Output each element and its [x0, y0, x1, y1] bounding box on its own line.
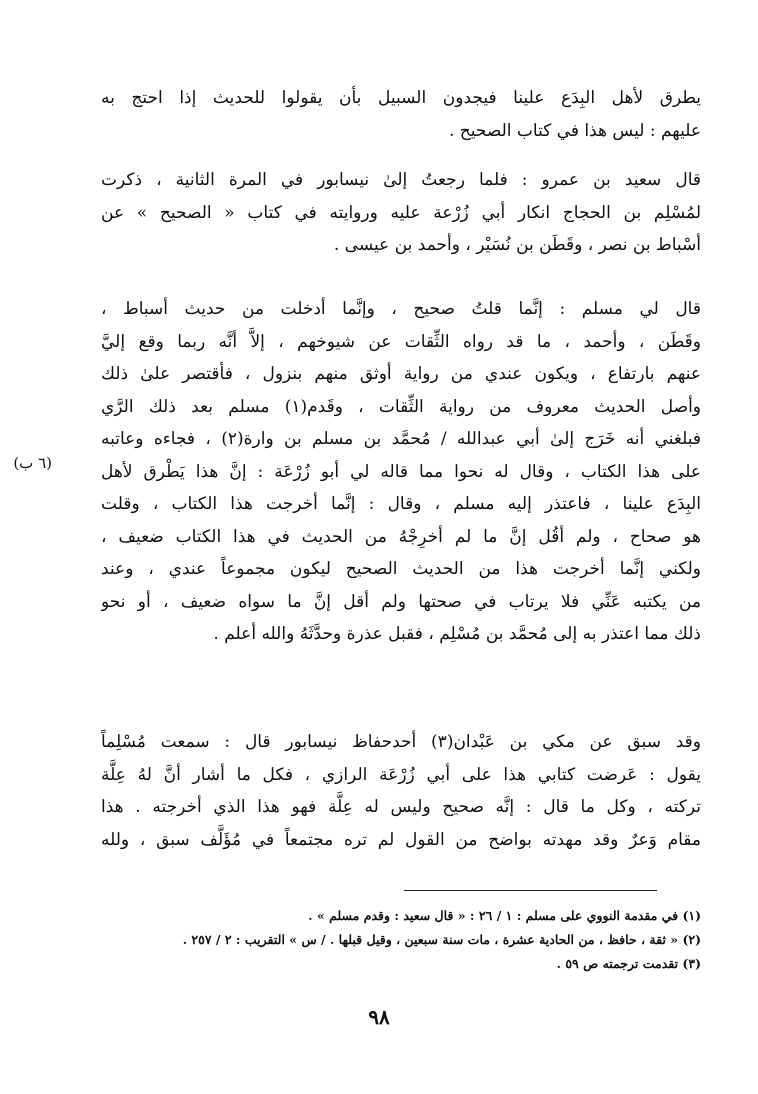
- folio-marginal-note: (٦ ب): [13, 454, 52, 472]
- text-line: على هذا الكتاب ، وقال له نحوا مما قاله لي أبو زُرْعَة : إنَّ هذا يَطْرق لأهل: [101, 461, 701, 482]
- text-line: عنهم بارتفاع ، ويكون عندي من رواية أوثق منهم بنزول ، فأقتصر علىٰ ذلك: [101, 364, 701, 384]
- footnote: (١) في مقدمة النووي على مسلم : ١ / ٢٦ : « قال سعيد : وقدم مسلم » .: [308, 908, 701, 923]
- text-line: فبلغني أنه خَرَج إلىٰ أبي عبدالله / مُحمَّد بن مسلم بن وارة(٢) ، فجاءه وعاتبه: [101, 429, 701, 449]
- text-line: وقد سبق عن مكي بن عَبْدان(٣) أحدحفاظ نيسابور قال : سمعت مُسْلِماً: [101, 732, 701, 752]
- text-line: تركته ، وكل ما قال : إنَّه صحيح وليس له عِلَّة فهو هذا الذي أخرجته . هذا: [101, 797, 701, 817]
- text-line: مقام وَعرٌ وقد مهدته بواضح من القول لم تره مجتمعاً في مُؤَلَّف سبق ، ولله: [101, 829, 701, 850]
- text-line: وقَطَن ، وأحمد ، ما قد رواه الثِّقات عن شيوخهم ، إلاَّ أنَّه ربما وقع إليَّ: [101, 331, 701, 352]
- paragraph-3: [101, 293, 701, 651]
- paragraph-1: [101, 82, 701, 147]
- text-line: عليهم : ليس هذا في كتاب الصحيح .: [448, 120, 701, 141]
- text-line: لمُسْلِم بن الحجاج انكار أبي زُرْعة عليه وروايته في كتاب « الصحيح » عن: [101, 202, 701, 223]
- footnote-separator: [404, 890, 657, 891]
- text-line: يقول : عَرضت كتابي هذا على أبي زُرْعَة الرازي ، فكل ما أشار أنَّ لهُ عِلَّة: [101, 764, 701, 785]
- text-line: ذلك مما اعتذر به إلى مُحمَّد بن مُسْلِم ، فقبل عذرة وحدَّثَهُ والله أعلم .: [213, 624, 701, 644]
- text-line: البِدَع علينا ، فاعتذر إليه مسلم ، وقال : إنَّما أخرجت هذا الكتاب ، وقلت: [101, 494, 701, 514]
- text-line: من يكتبه عَنِّي فلا يرتاب في صحتها ولم أقل إنَّ ما سواه ضعيف ، أو نحو: [101, 591, 701, 612]
- text-line: قال سعيد بن عمرو : فلما رجعتُ إلىٰ نيسابور في المرة الثانية ، ذكرت: [101, 170, 701, 190]
- page-number: ٩٨: [368, 1005, 390, 1029]
- footnote: (٢) « ثقة ، حافظ ، من الحادية عشرة ، مات سنة سبعين ، وقيل قبلها . / س » التقريب : ٢ / ٢٥٧ .: [182, 932, 701, 947]
- text-line: يطرق لأهل البِدَع علينا فيجدون السبيل بأن يقولوا للحديث إذا احتج به: [101, 88, 701, 108]
- paragraph-2: [101, 164, 701, 262]
- text-line: أسْباط بن نصر ، وقَطَن بن نُسَيْر ، وأحمد بن عيسى .: [333, 235, 701, 255]
- footnotes: [81, 904, 701, 976]
- footnote: (٣) تقدمت ترجمته ص ٥٩ .: [556, 956, 701, 971]
- text-line: قال لي مسلم : إنَّما قلتُ صحيح ، وإنَّما أدخلت من حديث أسباط ،: [101, 299, 701, 319]
- text-line: وأصل الحديث معروف من رواية الثِّقات ، وقَدم(١) مسلم بعد ذلك الرَّي: [101, 396, 701, 417]
- text-line: هو صحاح ، ولم أقُل إنَّ ما لم أخرِجْهُ من الحديث في هذا الكتاب ضعيف ،: [101, 526, 701, 547]
- paragraph-4: [101, 726, 701, 856]
- text-line: ولكني إنَّما أخرجت هذا من الحديث الصحيح ليكون مجموعاً عندي ، وعند: [101, 559, 701, 579]
